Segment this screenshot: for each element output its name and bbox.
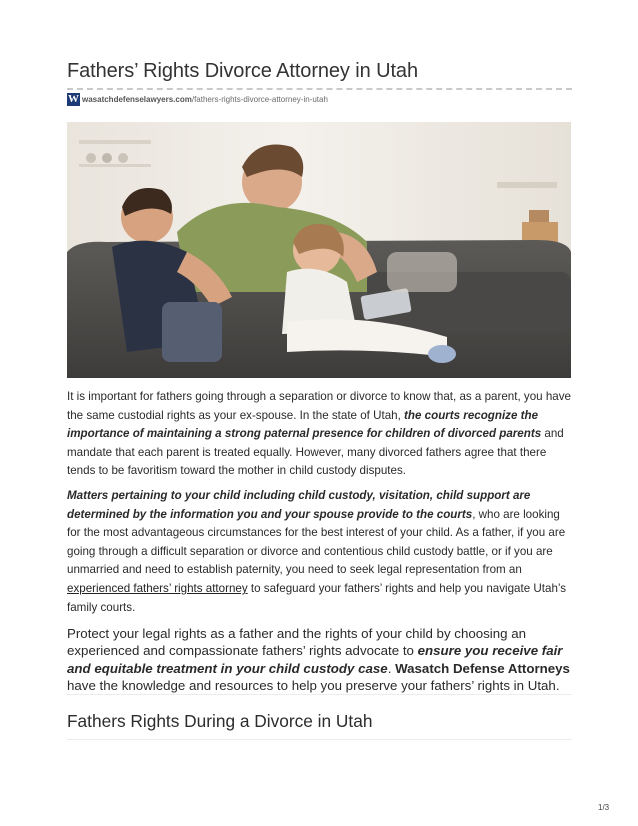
fathers-rights-attorney-link[interactable]: experienced fathers’ rights attorney: [67, 581, 248, 595]
p2-text-1: , who are looking for the most advantageous circumstances for the best interest of your child. As a father, if you are going through a difficult separation or divorce and contentious child custody battle, or if you are unmarried and need to establish paternity, you need to seek legal representation from an: [67, 507, 566, 577]
source-url[interactable]: [82, 95, 328, 104]
lead-emphasis: ensure you receive fair and equitable treatment in your child custody case: [67, 643, 563, 676]
p2-emphasis: Matters pertaining to your child including child custody, visitation, child support are determined by the information you and your spouse provide to the courts: [67, 489, 531, 521]
firm-name: Wasatch Defense Attorneys: [395, 660, 570, 676]
page-number: 1/3: [598, 803, 610, 812]
title-divider: [67, 88, 572, 90]
p1-emphasis: the courts recognize the importance of maintaining a strong paternal presence for children of divorced parents: [67, 408, 542, 441]
p2-text-2: to safeguard your fathers’ rights and help you navigate Utah’s family courts.: [67, 581, 567, 614]
lead-text-2: .: [387, 660, 396, 676]
section-divider-top: [67, 694, 572, 695]
section-heading: Fathers Rights During a Divorce in Utah: [67, 711, 373, 731]
paragraph-custodial-rights: [67, 388, 572, 481]
page-title: Fathers’ Rights Divorce Attorney in Utah: [67, 60, 418, 82]
lead-paragraph: [67, 625, 572, 694]
lead-text-1: Protect your legal rights as a father and the rights of your child by choosing an experienced and compassionate fathers’ rights advocate to: [67, 626, 527, 659]
source-path[interactable]: /fathers-rights-divorce-attorney-in-utah: [191, 94, 328, 104]
family-photo-icon: [67, 122, 571, 378]
section-divider-bottom: [67, 739, 572, 740]
p1-text-1: It is important for fathers going through a separation or divorce to know that, as a parent, you have the same custodial rights as your ex-spouse. In the state of Utah,: [67, 390, 571, 422]
paragraph-child-matters: [67, 487, 572, 617]
source-domain[interactable]: wasatchdefenselawyers.com: [82, 94, 192, 104]
lead-text-3: have the knowledge and resources to help you preserve your fathers’ rights in Utah.: [67, 677, 560, 693]
p1-text-2: and mandate that each parent is treated equally. However, many divorced fathers agree that there tends to be favoritism toward the mother in child custody disputes.: [67, 427, 564, 478]
source-line: [67, 92, 328, 106]
site-logo-icon: W: [68, 93, 79, 105]
